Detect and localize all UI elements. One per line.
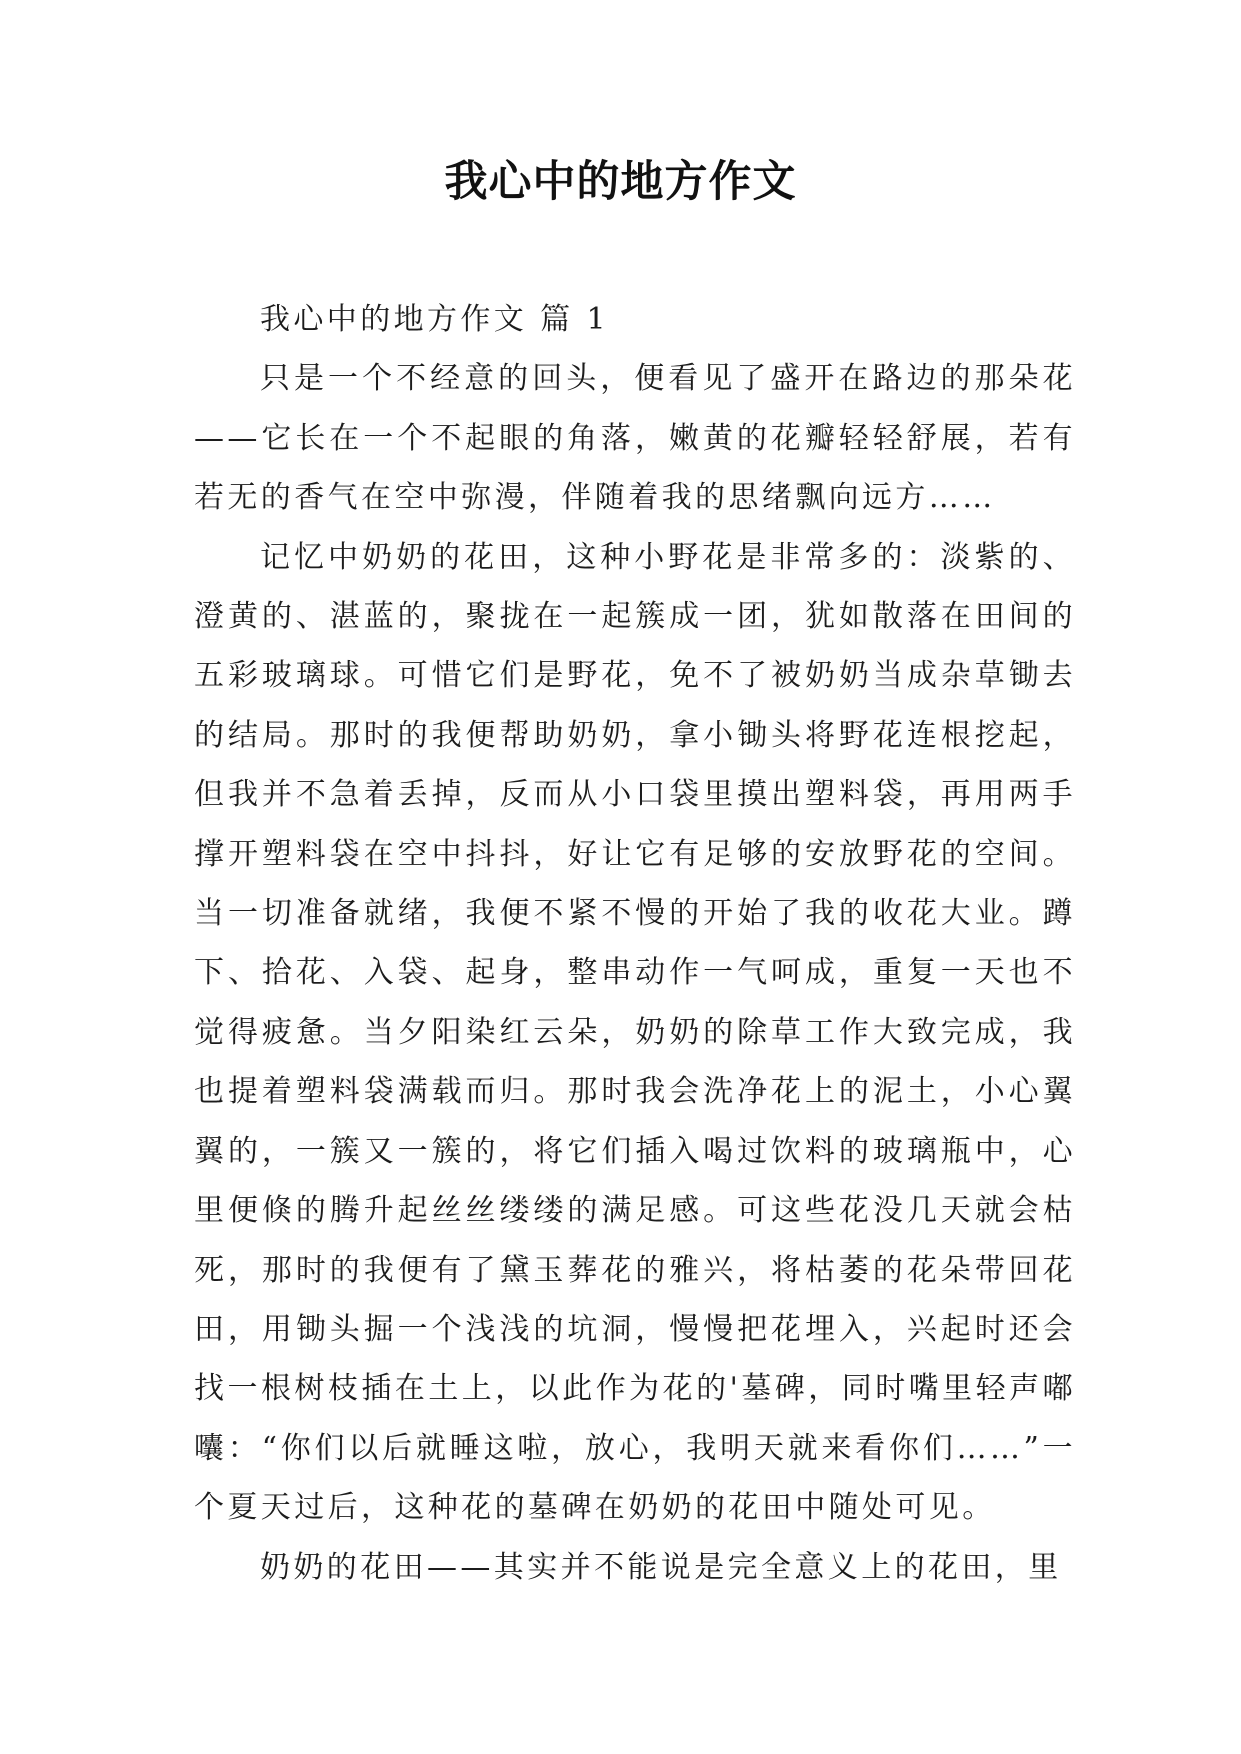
section-heading: 我心中的地方作文 篇 1 [260, 302, 609, 337]
paragraph: 奶奶的花田——其实并不能说是完全意义上的花田，里 [260, 1549, 1062, 1585]
paragraph: 记忆中奶奶的花田，这种小野花是非常多的：淡紫的、澄黄的、湛蓝的，聚拢在一起簇成一团，犹如散落在田间的五彩玻璃球。可惜它们是野花，免不了被奶奶当成杂草锄去的结局。那时的我便帮助奶奶，拿小锄头将野花连根挖起，但我并不急着丢掉，反而从小口袋里摸出塑料袋，再用两手撑开塑料袋在空中抖抖，好让它有足够的安放野花的空间。当一切准备就绪，我便不紧不慢的开始了我的收花大业。蹲下、拾花、入袋、起身，整串动作一气呵成，重复一天也不觉得疲惫。当夕阳染红云朵，奶奶的除草工作大致完成，我也提着塑料袋满载而归。那时我会洗净花上的泥土，小心翼翼的，一簇又一簇的，将它们插入喝过饮料的玻璃瓶中，心里便倏的腾升起丝丝缕缕的满足感。可这些花没几天就会枯死，那时的我便有了黛玉葬花的雅兴，将枯萎的花朵带回花田，用锄头掘一个浅浅的坑洞，慢慢把花埋入，兴起时还会找一根树枝插在土上，以此作为花的'墓碑，同时嘴里轻声嘟囔：“你们以后就睡这啦，放心，我明天就来看你们……”一个夏天过后，这种花的墓碑在奶奶的花田中随处可见。 [194, 539, 1076, 1526]
paragraph: 只是一个不经意的回头，便看见了盛开在路边的那朵花——它长在一个不起眼的角落，嫩黄的花瓣轻轻舒展，若有若无的香气在空中弥漫，伴随着我的思绪飘向远方…… [194, 361, 1076, 516]
document-title: 我心中的地方作文 [444, 157, 797, 207]
document-body [194, 290, 1076, 1597]
